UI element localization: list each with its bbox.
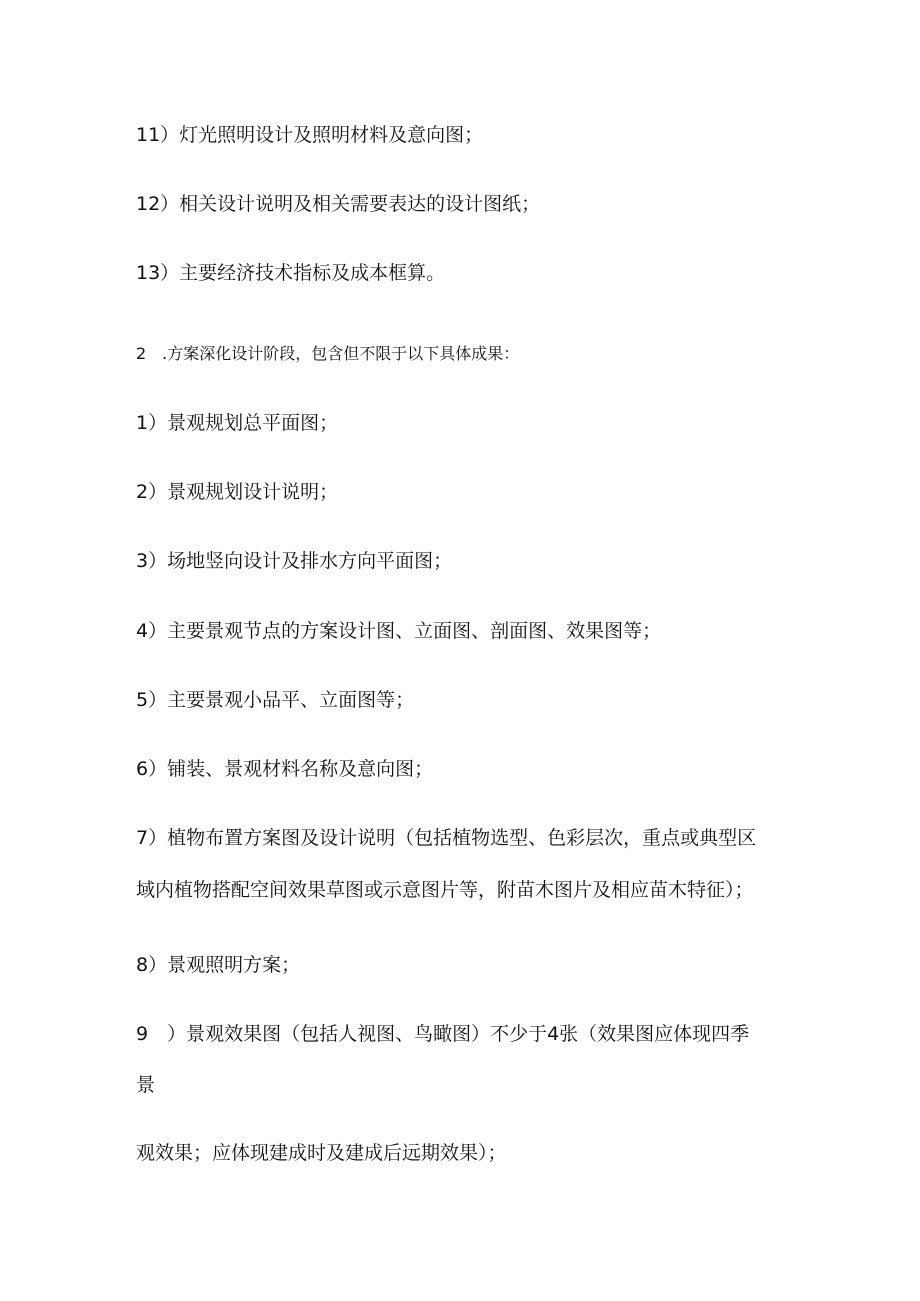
item-13: 13）主要经济技术指标及成本框算。 xyxy=(136,262,446,284)
item-1: 1）景观规划总平面图； xyxy=(136,412,339,434)
item-3: 3）场地竖向设计及排水方向平面图； xyxy=(136,550,453,572)
item-9-line-2: 景 xyxy=(136,1074,156,1096)
item-9-line-1: 9 ）景观效果图（包括人视图、鸟瞰图）不少于4张（效果图应体现四季 xyxy=(136,1023,750,1045)
item-12: 12）相关设计说明及相关需要表达的设计图纸； xyxy=(136,193,541,215)
item-6: 6）铺装、景观材料名称及意向图； xyxy=(136,758,434,780)
item-7-line-1: 7）植物布置方案图及设计说明（包括植物选型、色彩层次，重点或典型区 xyxy=(136,827,757,849)
item-5: 5）主要景观小品平、立面图等； xyxy=(136,689,415,711)
item-11: 11）灯光照明设计及照明材料及意向图； xyxy=(136,124,484,146)
item-2: 2）景观规划设计说明； xyxy=(136,481,339,503)
item-4: 4）主要景观节点的方案设计图、立面图、剖面图、效果图等； xyxy=(136,620,662,642)
section-heading: 2 .方案深化设计阶段，包含但不限于以下具体成果： xyxy=(136,344,520,363)
item-8: 8）景观照明方案； xyxy=(136,954,301,976)
item-7-line-2: 域内植物搭配空间效果草图或示意图片等，附苗木图片及相应苗木特征）； xyxy=(136,879,754,901)
item-9-line-3: 观效果；应体现建成时及建成后远期效果）； xyxy=(136,1142,507,1164)
